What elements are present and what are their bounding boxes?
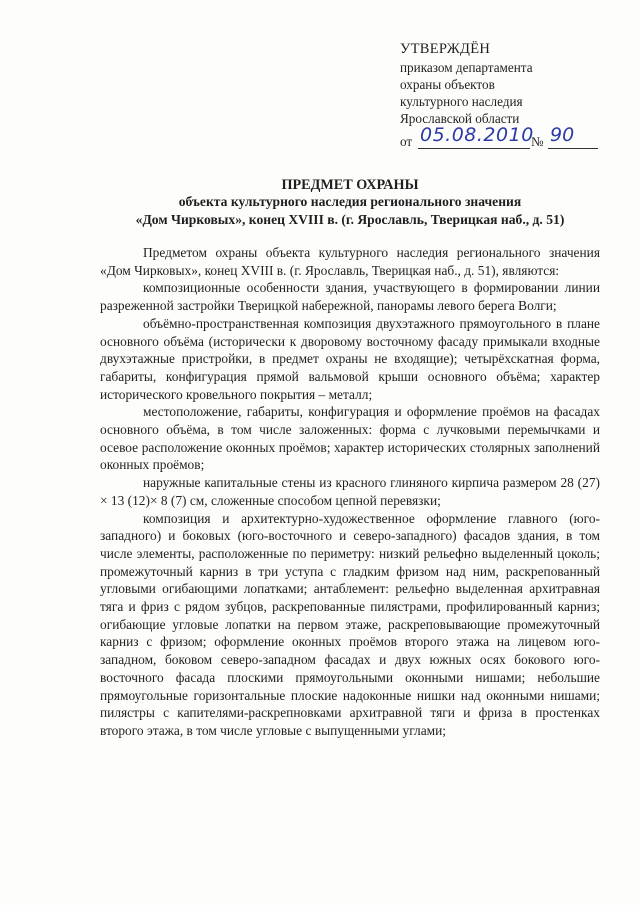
paragraph-facades: композиция и архитектурно-художественное оформление главного (юго-западного) и боковых (юго-восточного и северо-западного) фасадов здания, в том числе элементы, расположенные по периметру: низкий рельефно выделенный цоколь; промежуточный карниз в три уступа с гладким фризом над ним, раскрепованный угловыми огибающими лопатками; антаблемент: рельефно выделенная архитравная тяга и фриз с рядом зубцов, раскрепованные пилястрами, профилированный карниз; огибающие угловые лопатки на первом этаже, раскреповывающие промежуточный карниз с фризом; оформление оконных проёмов второго этажа на лицевом юго-западном, боковом северо-западном фасадах и двух южных осях бокового юго-восточного фасада плоскими прямоугольными оконными нишами; небольшие прямоугольные горизонтальные плоские надоконные нишки над оконными нишами; пилястры с капителями-раскрепновками архитравной тяги и фриза в простенках второго этажа, в том числе угловые с выпущенными углами; bbox=[100, 510, 600, 738]
subtitle-line-1: объекта культурного наследия регионального значения bbox=[178, 194, 522, 209]
document-subtitle bbox=[100, 193, 600, 228]
approval-order-line: приказом департамента bbox=[400, 60, 533, 75]
document-body bbox=[100, 244, 600, 740]
approved-label: УТВЕРЖДЁН bbox=[400, 41, 491, 57]
document-title: ПРЕДМЕТ ОХРАНЫ bbox=[281, 177, 419, 193]
approval-stamp bbox=[400, 40, 620, 151]
number-prefix: № bbox=[531, 134, 544, 149]
paragraph-volume: объёмно-пространственная композиция двухэтажного прямоугольного в плане основного объёма (исторически к дворовому восточному фасаду примыкали входные двухэтажные пристройки, в предмет охраны не входящие); четырёхскатная форма, габариты, конфигурация прямой вальмовой крыши основного объёма; характер исторического кровельного покрытия – металл; bbox=[100, 315, 600, 402]
paragraph-walls: наружные капитальные стены из красного глиняного кирпича размером 28 (27) × 13 (12)× 8 (7) см, сложенные способом цепной перевязки; bbox=[100, 475, 600, 508]
paragraph-composition: композиционные особенности здания, участвующего в формировании линии разреженной застройки Тверицкой набережной, панорамы левого берега Волги; bbox=[100, 280, 600, 314]
paragraph-openings: местоположение, габариты, конфигурация и оформление проёмов на фасадах основного объёма, в том числе заложенных: форма с лучковыми перемычками и осевое расположение оконных проёмов; характер исторических столярных заполнений оконных проёмов; bbox=[100, 404, 600, 473]
approval-date-line bbox=[400, 124, 620, 151]
handwritten-number: 90 bbox=[550, 124, 575, 146]
paragraph-intro: Предметом охраны объекта культурного наследия регионального значения «Дом Чирковых», конец XVIII в. (г. Ярославль, Тверицкая наб., д. 51), являются: bbox=[100, 245, 600, 278]
date-underline bbox=[418, 148, 530, 149]
date-prefix: от bbox=[400, 134, 413, 149]
number-underline bbox=[548, 148, 598, 149]
approval-department-line: охраны объектов bbox=[400, 77, 495, 92]
approval-heritage-line: культурного наследия bbox=[400, 94, 523, 109]
handwritten-date: 05.08.2010 bbox=[420, 124, 534, 146]
approval-region-line: Ярославской области bbox=[400, 111, 520, 126]
subtitle-line-2: «Дом Чирковых», конец XVIII в. (г. Ярославль, Тверицкая наб., д. 51) bbox=[135, 211, 565, 227]
